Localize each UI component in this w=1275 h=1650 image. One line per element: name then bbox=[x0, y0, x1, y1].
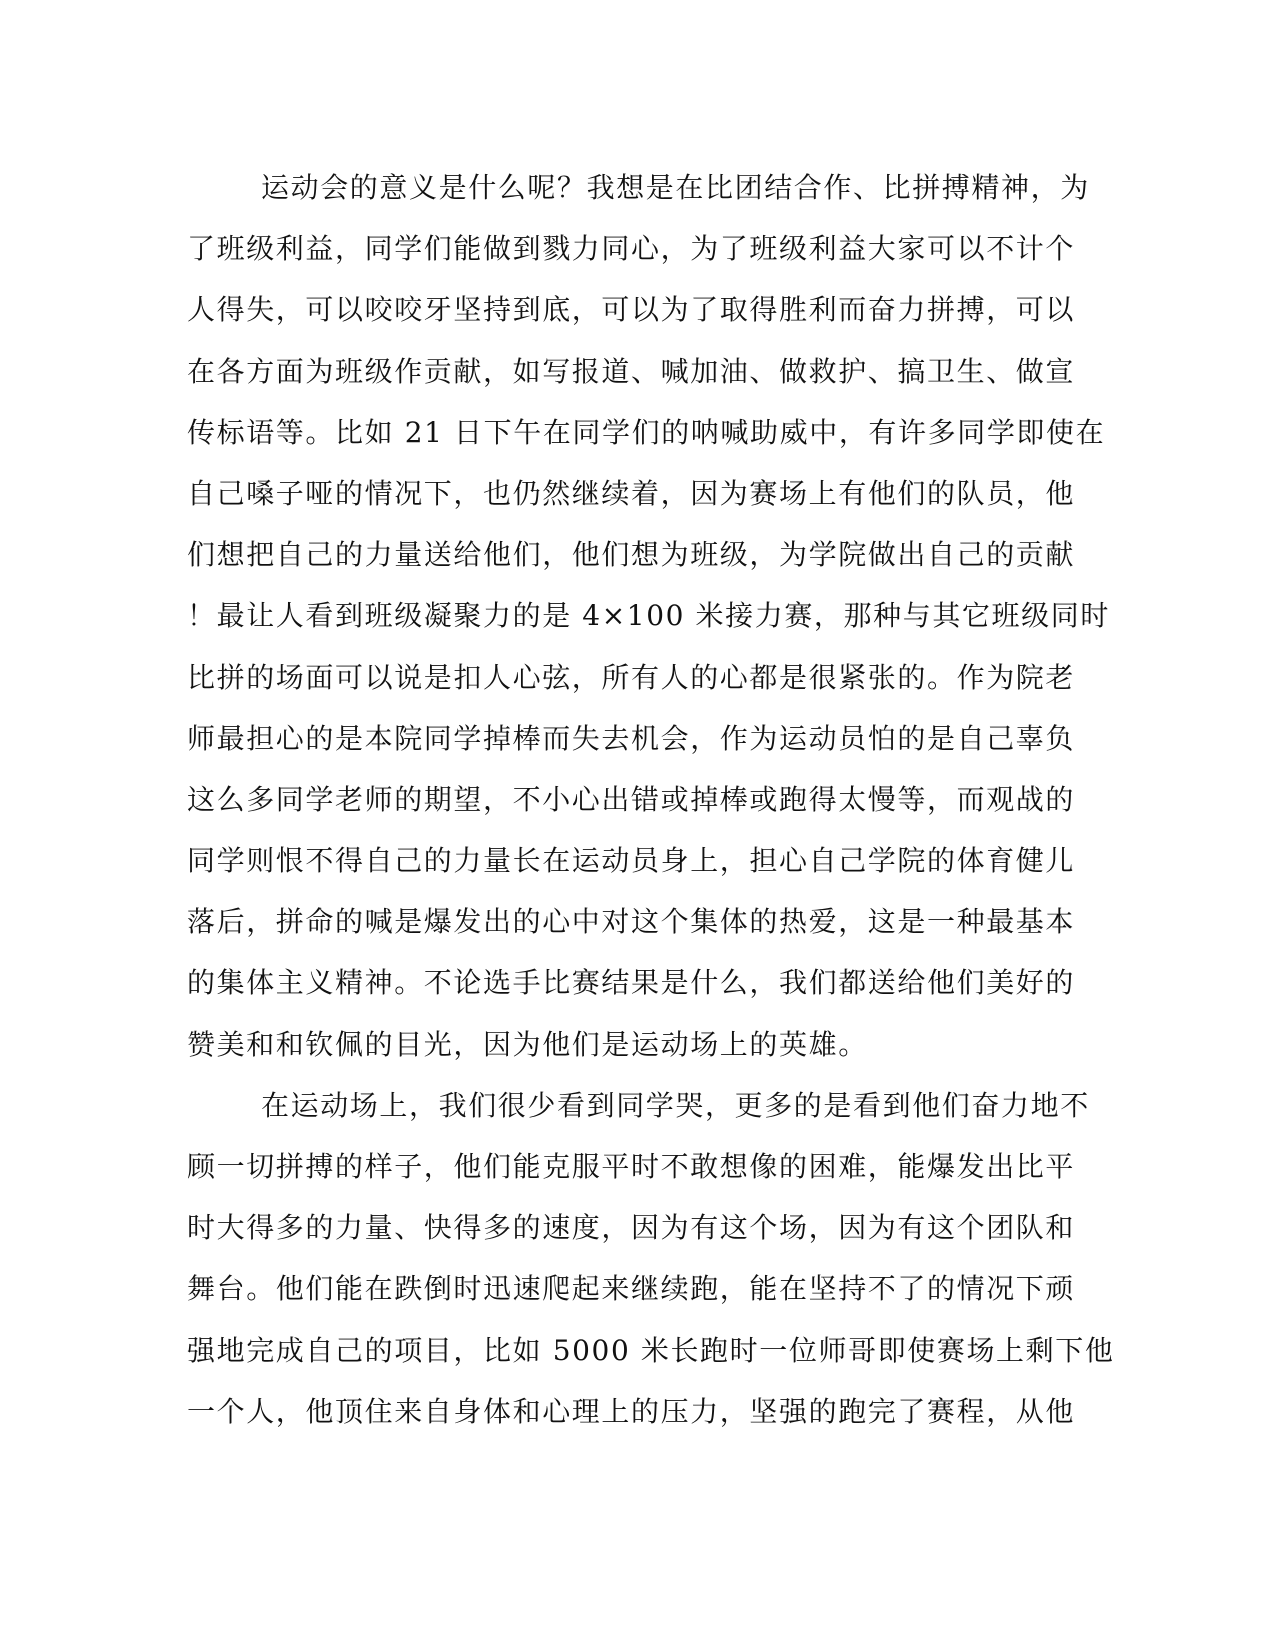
text-line: 同学则恨不得自己的力量长在运动员身上，担心自己学院的体育健儿 bbox=[187, 844, 1076, 878]
text-line: 师最担心的是本院同学掉棒而失去机会，作为运动员怕的是自己辜负 bbox=[187, 721, 1076, 755]
text-line: 顾一切拼搏的样子，他们能克服平时不敢想像的困难，能爆发出比平 bbox=[187, 1150, 1076, 1183]
text-line: 赞美和和钦佩的目光，因为他们是运动场上的英雄。 bbox=[187, 1027, 868, 1061]
text-line: 运动会的意义是什么呢？我想是在比团结合作、比拼搏精神，为 bbox=[261, 171, 1090, 204]
text-line: 自己嗓子哑的情况下，也仍然继续着，因为赛场上有他们的队员，他 bbox=[187, 476, 1076, 510]
text-line: 舞台。他们能在跌倒时迅速爬起来继续跑，能在坚持不了的情况下顽 bbox=[187, 1272, 1076, 1306]
text-line: 们想把自己的力量送给他们，他们想为班级，为学院做出自己的贡献 bbox=[187, 538, 1076, 572]
text-line: 在各方面为班级作贡献，如写报道、喊加油、做救护、搞卫生、做宣 bbox=[187, 354, 1076, 388]
document-body bbox=[187, 157, 1115, 1442]
text-line: ！最让人看到班级凝聚力的是 4×100 米接力赛，那种与其它班级同时 bbox=[187, 599, 1110, 633]
text-line: 人得失，可以咬咬牙坚持到底，可以为了取得胜利而奋力拼搏，可以 bbox=[187, 293, 1076, 327]
text-line: 时大得多的力量、快得多的速度，因为有这个场，因为有这个团队和 bbox=[187, 1211, 1076, 1245]
text-line: 传标语等。比如 21 日下午在同学们的呐喊助威中，有许多同学即使在 bbox=[187, 415, 1106, 449]
text-line: 的集体主义精神。不论选手比赛结果是什么，我们都送给他们美好的 bbox=[187, 966, 1076, 1000]
paragraph-1 bbox=[187, 157, 1110, 1075]
text-line: 在运动场上，我们很少看到同学哭，更多的是看到他们奋力地不 bbox=[261, 1088, 1090, 1122]
text-line: 强地完成自己的项目，比如 5000 米长跑时一位师哥即使赛场上剩下他 bbox=[187, 1333, 1115, 1367]
text-line: 了班级利益，同学们能做到戮力同心，为了班级利益大家可以不计个 bbox=[187, 232, 1076, 266]
text-line: 这么多同学老师的期望，不小心出错或掉棒或跑得太慢等，而观战的 bbox=[187, 782, 1076, 816]
text-line: 落后，拼命的喊是爆发出的心中对这个集体的热爱，这是一种最基本 bbox=[187, 905, 1076, 939]
text-line: 比拼的场面可以说是扣人心弦，所有人的心都是很紧张的。作为院老 bbox=[187, 660, 1076, 694]
paragraph-2 bbox=[187, 1075, 1115, 1442]
text-line: 一个人，他顶住来自身体和心理上的压力，坚强的跑完了赛程，从他 bbox=[187, 1394, 1076, 1428]
